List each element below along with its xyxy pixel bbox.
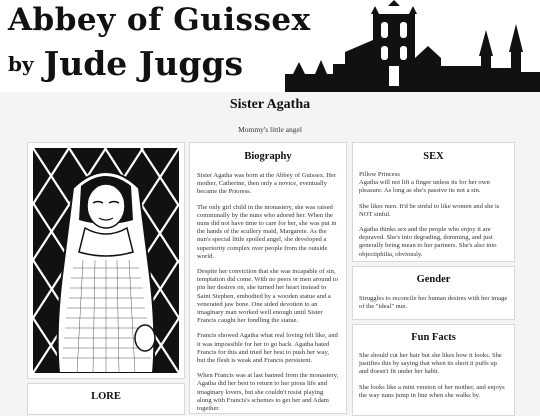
- biography-paragraph: Despite her conviction that she was incapable of sin, temptation did come. With no peers or men around to pin her desires on, she turned her heart instead to Saint Stephen, embodied by a wooden statue and a venerated jaw bone. One sided devotion to an imaginary man worked well enough until Sister Francis caught her fondling the statue.: [197, 268, 338, 325]
- site-author-line: [8, 44, 243, 83]
- sex-card: [352, 142, 515, 262]
- nun-portrait-icon[interactable]: [33, 148, 179, 373]
- by-label: by: [8, 52, 34, 76]
- biography-paragraph: The only girl child in the monastery, she was raised communally by the nuns who adored her. When the nuns did not have time to care for her, she was put in the hands of the scullery maid, Margarete. As the nun's special little spoiled angel, she developed a superiority complex over people from the outside world.: [197, 203, 337, 260]
- fun-fact: She looks like a mini version of her mother, and enjoys the way nuns jump in line when she walks by.: [359, 383, 505, 399]
- sex-paragraph: She likes men. It'd be sinful to like women and she is NOT sinful.: [359, 202, 500, 218]
- page-subtitle: Mommy's little angel: [238, 125, 302, 134]
- sex-paragraph: [359, 171, 508, 196]
- page-title: Sister Agatha: [229, 97, 311, 112]
- portrait-card: [27, 142, 185, 379]
- sex-title: SEX: [423, 151, 444, 162]
- sex-paragraph: Agatha thinks sex and the people who enjoy it are depraved. She's into degrading, domming, and just generally being mean to her partners. She's also into objectiphilia, obviously.: [359, 226, 497, 258]
- site-author[interactable]: Jude Juggs: [43, 44, 244, 83]
- lore-title: LORE: [91, 391, 121, 402]
- biography-title: Biography: [244, 151, 292, 162]
- biography-paragraph: Sister Agatha was born at the Abbey of Guissex. Her mother, Catherine, then only a novice, eventually became the Prioress.: [197, 172, 337, 196]
- header-banner: [0, 0, 540, 92]
- biography-card: [189, 142, 347, 414]
- gender-title: Gender: [416, 274, 451, 285]
- fun-fact: She should cut her hair but she likes how it looks. She justifies this by saying that when its short it puffs up and doesn't fit under her habit.: [359, 352, 502, 376]
- abbey-skyline-icon: [285, 0, 540, 92]
- sex-role: Pillow Princess: [359, 171, 400, 178]
- site-title[interactable]: Abbey of Guissex: [8, 2, 311, 38]
- gender-text: Struggles to reconcile her human desires with her image of the "ideal" nun.: [359, 295, 508, 311]
- biography-paragraph: When Francis was at last banned from the monastery, Agatha did her best to return to her pious life and imaginary lovers, but she couldn't resist playing along with Francis's schemes to get her and Adam together.: [197, 372, 339, 413]
- fun-facts-card: [352, 324, 515, 416]
- biography-paragraph: Francis showed Agatha what real loving felt like, and it was impossible for her to go back. Agatha hated Francis for this and tried her best to push her way, but the flesh is weak and Francis persistent.: [197, 332, 338, 365]
- lore-card: [27, 383, 185, 415]
- sex-role-detail: Agatha will not lift a finger unless its for her own pleasure. As long as she's passive its not a sin.: [359, 179, 490, 195]
- fun-facts-title: Fun Facts: [411, 332, 456, 343]
- gender-card: [352, 266, 515, 320]
